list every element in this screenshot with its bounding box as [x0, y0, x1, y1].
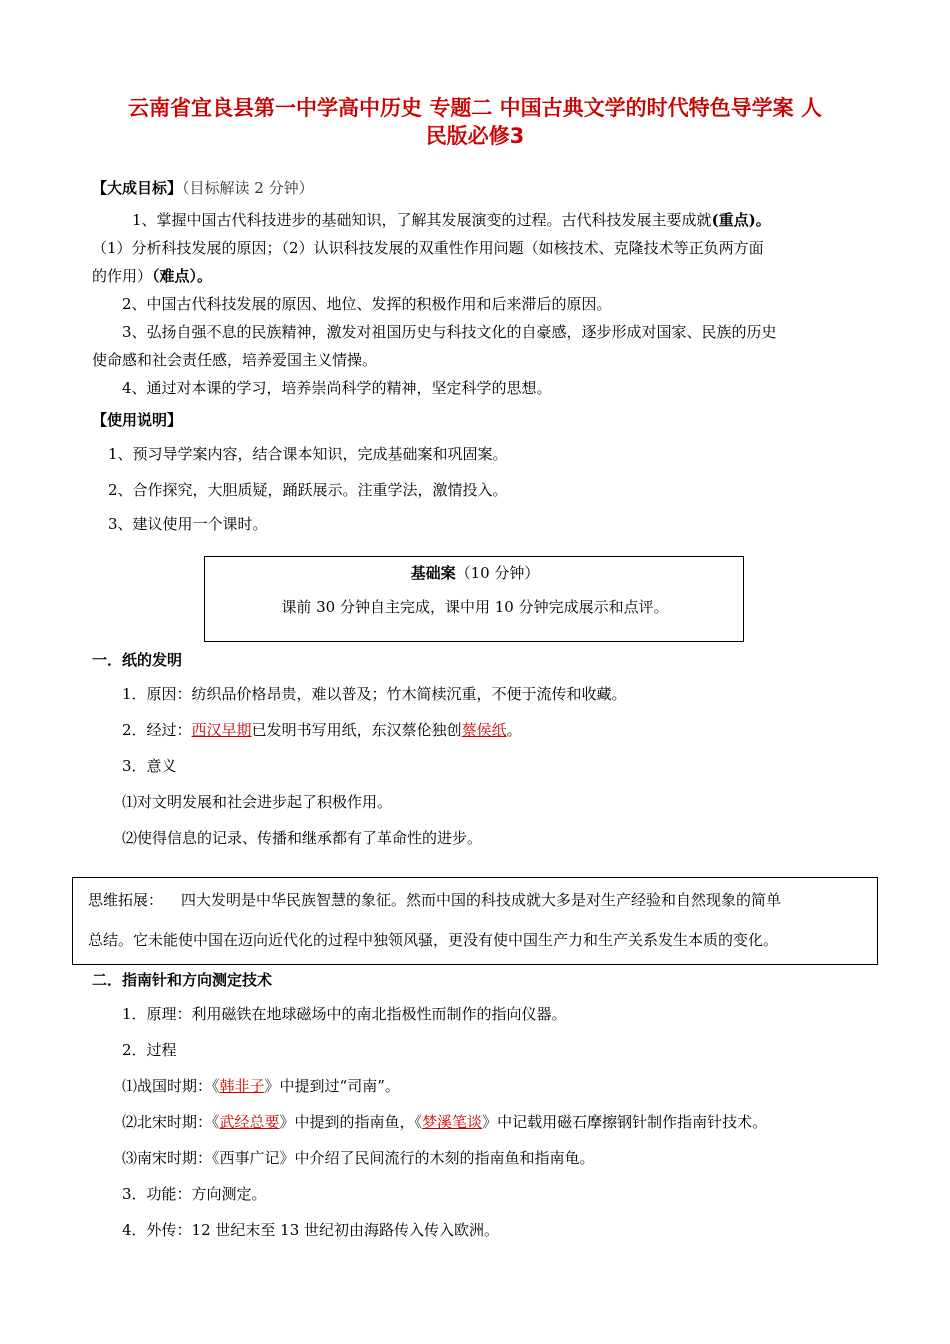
section-2-heading: 二．指南针和方向测定技术 — [92, 971, 273, 989]
usage-heading: 【使用说明】 — [92, 411, 183, 429]
section-2-spread: 4．外传：12 世纪末至 13 世纪初由海路传入传入欧洲。 — [122, 1221, 500, 1239]
goals-item-1-key: (重点)。 — [711, 211, 771, 229]
section-1-meaning-2: ⑵使得信息的记录、传播和继承都有了革命性的进步。 — [122, 829, 483, 847]
thinking-text-1: 四大发明是中华民族智慧的象征。然而中国的科技成就大多是对生产经验和自然现象的简单 — [181, 891, 782, 909]
section-1-reason: 1．原因：纺织品价格昂贵，难以普及；竹木简椟沉重，不便于流传和收藏。 — [122, 685, 627, 703]
goals-item-3-cont: 使命感和社会责任感，培养爱国主义情操。 — [92, 351, 378, 369]
process-prefix: 2．经过： — [122, 721, 192, 739]
goals-item-2: 2、中国古代科技发展的原因、地位、发挥的积极作用和后来滞后的原因。 — [122, 295, 612, 313]
basic-case-title: 基础案 — [410, 564, 456, 582]
section-2-function: 3．功能：方向测定。 — [122, 1185, 267, 1203]
p2-end: 》中记载用磁石摩擦钢针制作指南针技术。 — [482, 1113, 768, 1131]
section-1-meaning-1: ⑴对文明发展和社会进步起了积极作用。 — [122, 793, 393, 811]
p2-middle: 》中提到的指南鱼，《 — [279, 1113, 423, 1131]
process-keyword-western-han: 西汉早期 — [191, 721, 252, 739]
basic-case-time: （10 分钟） — [455, 564, 540, 582]
section-2-process: 2．过程 — [122, 1041, 177, 1059]
process-middle: 已发明书写用纸，东汉蔡伦独创 — [251, 721, 462, 739]
goals-item-1-end — [92, 266, 212, 286]
p1-prefix: ⑴战国时期：《 — [122, 1077, 220, 1095]
basic-case-title-line — [205, 563, 745, 583]
section-2-principle: 1．原理：利用磁铁在地球磁场中的南北指极性而制作的指向仪器。 — [122, 1005, 567, 1023]
title-line-1: 云南省宜良县第一中学高中历史 专题二 中国古典文学的时代特色导学案 人 — [128, 96, 822, 120]
process-end: 。 — [506, 721, 522, 739]
thinking-line-2: 总结。它未能使中国在迈向近代化的过程中独领风骚，更没有使中国生产力和生产关系发生本质的变化。 — [88, 931, 779, 949]
goals-item-1-detail: （1）分析科技发展的原因；（2）认识科技发展的双重性作用问题（如核技术、克隆技术等正负两方面 — [92, 239, 764, 257]
process-keyword-cai-hou-paper: 蔡侯纸 — [461, 721, 507, 739]
p2-keyword-wujing-zongyao: 武经总要 — [219, 1113, 280, 1131]
section-1-heading: 一．纸的发明 — [92, 651, 183, 669]
goals-item-3: 3、弘扬自强不息的民族精神，激发对祖国历史与科技文化的自豪感，逐步形成对国家、民族的历史 — [122, 323, 777, 341]
goals-heading-line — [92, 178, 314, 198]
section-2-process-2 — [122, 1112, 767, 1132]
goals-item-4: 4、通过对本课的学习，培养崇尚科学的精神，坚定科学的思想。 — [122, 379, 552, 397]
usage-item-1: 1、预习导学案内容，结合课本知识，完成基础案和巩固案。 — [108, 445, 508, 463]
goals-item-1-end-text: 的作用） — [92, 267, 153, 285]
section-1-process — [122, 720, 522, 740]
title-line-2: 民版必修3 — [425, 124, 525, 148]
goals-item-1-difficulty: （难点）。 — [152, 267, 213, 285]
usage-item-3: 3、建议使用一个课时。 — [108, 515, 268, 533]
goals-item-1 — [132, 210, 771, 230]
basic-case-text: 课前 30 分钟自主完成，课中用 10 分钟完成展示和点评。 — [281, 598, 669, 616]
goals-heading-note: （目标解读 2 分钟） — [182, 179, 314, 197]
goals-heading: 【大成目标】 — [92, 179, 183, 197]
p2-prefix: ⑵北宋时期：《 — [122, 1113, 220, 1131]
basic-case-box — [204, 556, 744, 642]
thinking-line-1 — [88, 890, 781, 910]
document-title — [90, 94, 860, 150]
p1-keyword-hanfeizi: 韩非子 — [219, 1077, 265, 1095]
goals-item-1-text: 1、掌握中国古代科技进步的基础知识，了解其发展演变的过程。古代科技发展主要成就 — [132, 211, 712, 229]
usage-item-2: 2、合作探究，大胆质疑，踊跃展示。注重学法，激情投入。 — [108, 481, 508, 499]
p1-end: 》中提到过“司南”。 — [264, 1077, 400, 1095]
section-1-meaning: 3．意义 — [122, 757, 177, 775]
section-2-process-1 — [122, 1076, 400, 1096]
thinking-label: 思维拓展： — [88, 891, 164, 909]
thinking-expansion-box — [72, 877, 878, 965]
p2-keyword-mengxi-bitan: 梦溪笔谈 — [422, 1113, 483, 1131]
section-2-process-3: ⑶南宋时期：《西事广记》中介绍了民间流行的木刻的指南鱼和指南龟。 — [122, 1149, 595, 1167]
